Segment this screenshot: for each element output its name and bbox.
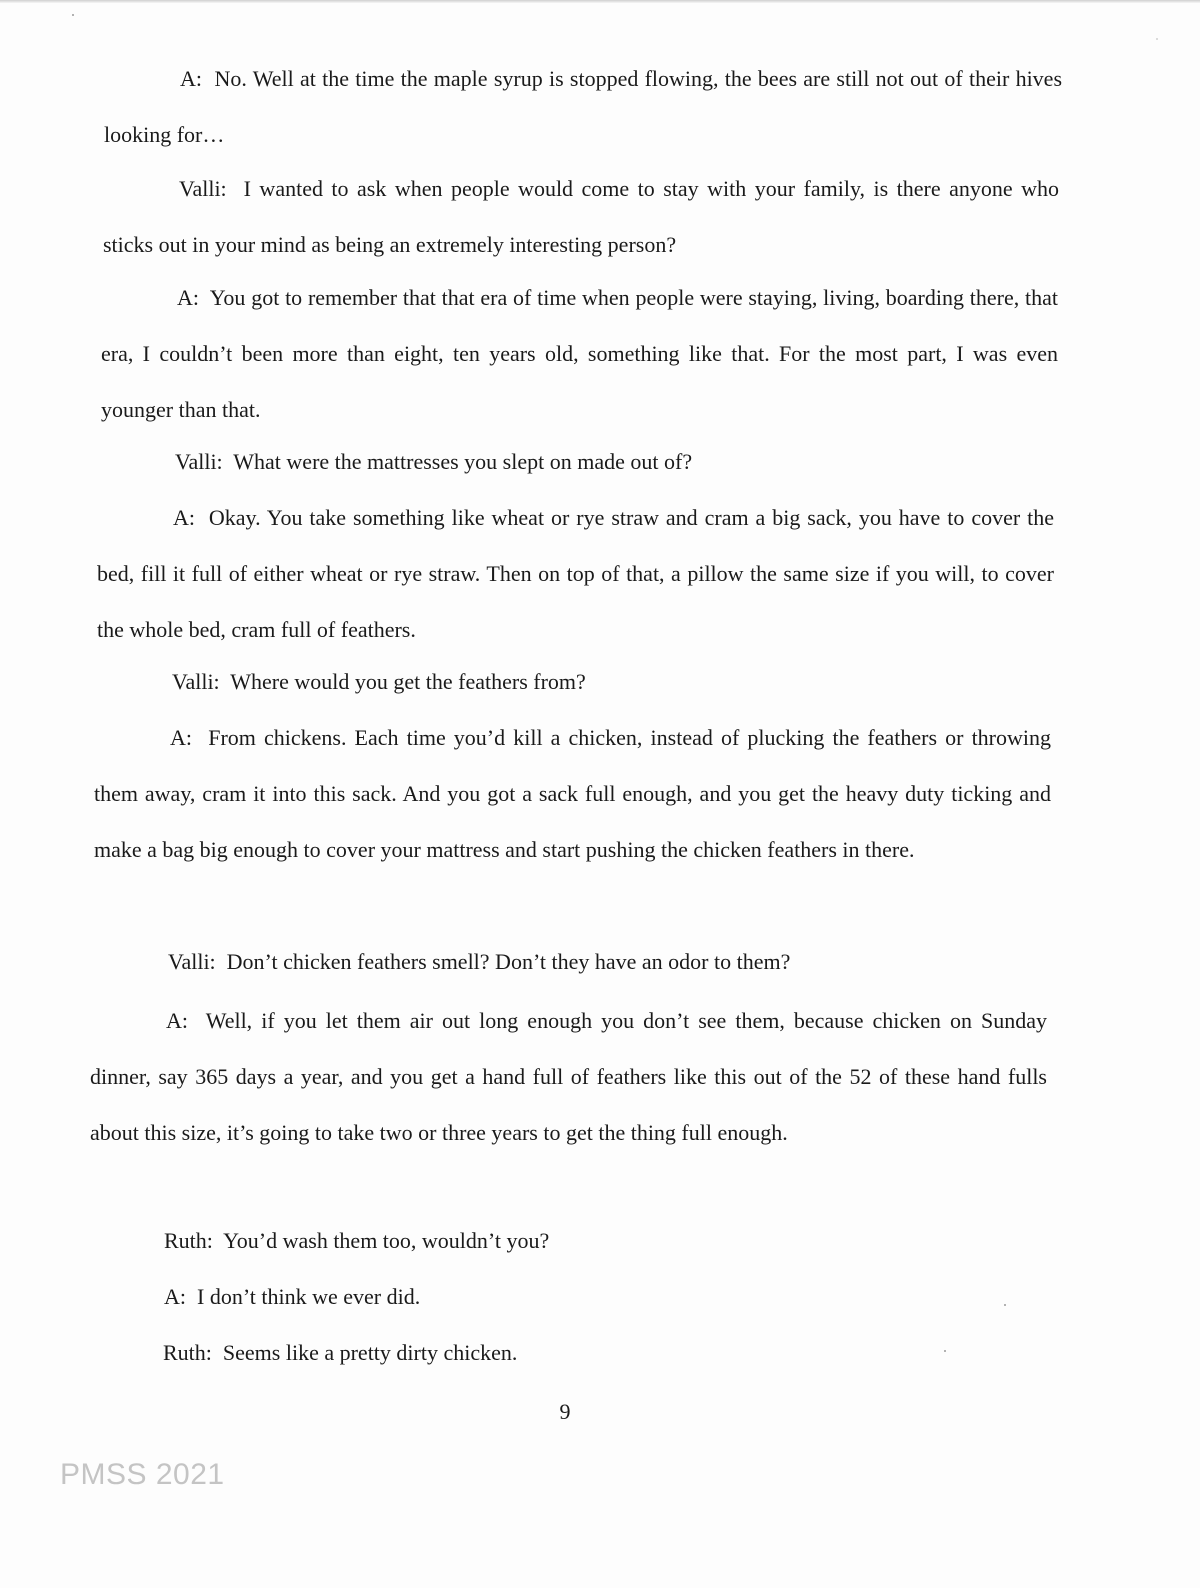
transcript-paragraph-10	[88, 1213, 1044, 1269]
scan-speck	[72, 14, 74, 16]
speaker-label: Valli:	[179, 176, 227, 201]
transcript-paragraph-5	[97, 490, 1054, 658]
transcript-paragraph-3	[101, 270, 1058, 438]
paragraph-text: Where would you get the feathers from?	[230, 669, 586, 694]
paragraph-text: You’d wash them too, wouldn’t you?	[223, 1228, 550, 1253]
speaker-label: Valli:	[175, 449, 223, 474]
paragraph-text: From chickens. Each time you’d kill a chicken, instead of plucking the feathers or throwing them away, cram it into this sack. And you got a sack full enough, and you get the heavy duty ticking and make a bag big enough to cover your mattress and start pushing the chicken feathers in there.	[94, 725, 1052, 862]
scan-speck	[944, 1350, 946, 1352]
speaker-label: A:	[166, 1008, 188, 1033]
watermark: PMSS 2021	[60, 1458, 225, 1491]
paragraph-text: No. Well at the time the maple syrup is stopped flowing, the bees are still not out of their hives looking for…	[104, 66, 1063, 147]
speaker-label: Ruth:	[164, 1228, 213, 1253]
page-number: 9	[559, 1399, 571, 1424]
transcript-paragraph-2	[103, 161, 1059, 273]
speaker-label: Ruth:	[163, 1340, 212, 1365]
paragraph-text: You got to remember that that era of time when people were staying, living, boarding there, that era, I couldn’t been more than eight, ten years old, something like that. For the most part, I was even younger than that.	[101, 285, 1058, 422]
speaker-label: Valli:	[168, 949, 216, 974]
transcript-paragraph-12	[87, 1325, 1043, 1381]
paragraph-text: Don’t chicken feathers smell? Don’t they have an odor to them?	[226, 949, 791, 974]
scan-speck	[1004, 1304, 1006, 1306]
transcript-paragraph-1	[104, 51, 1062, 163]
speaker-label: A:	[177, 285, 199, 310]
paragraph-text: I don’t think we ever did.	[197, 1284, 421, 1309]
transcript-paragraph-11	[88, 1269, 1044, 1325]
paragraph-text: Okay. You take something like wheat or rye straw and cram a big sack, you have to cover the bed, fill it full of either wheat or rye straw. Then on top of that, a pillow the same size if you will, to cover the whole bed, cram full of feathers.	[97, 505, 1055, 642]
transcript-paragraph-7	[94, 710, 1051, 878]
speaker-label: A:	[170, 725, 192, 750]
paragraph-text: What were the mattresses you slept on made out of?	[233, 449, 693, 474]
scan-top-edge	[0, 0, 1200, 3]
speaker-label: Valli:	[172, 669, 220, 694]
transcript-paragraph-8	[92, 934, 1049, 990]
transcript-paragraph-4	[99, 434, 1057, 490]
paragraph-text: I wanted to ask when people would come to stay with your family, is there anyone who sticks out in your mind as being an extremely interesting person?	[103, 176, 1059, 257]
speaker-label: A:	[173, 505, 195, 530]
scan-speck	[1156, 38, 1158, 40]
paragraph-text: Seems like a pretty dirty chicken.	[222, 1340, 518, 1365]
speaker-label: A:	[164, 1284, 186, 1309]
transcript-paragraph-6	[96, 654, 1052, 710]
transcript-paragraph-9	[90, 993, 1047, 1161]
paragraph-text: Well, if you let them air out long enough you don’t see them, because chicken on Sunday dinner, say 365 days a year, and you get a hand full of feathers like this out of the 52 of these hand fulls about this size, it’s going to take two or three years to get the thing full enough.	[90, 1008, 1048, 1145]
speaker-label: A:	[180, 66, 202, 91]
